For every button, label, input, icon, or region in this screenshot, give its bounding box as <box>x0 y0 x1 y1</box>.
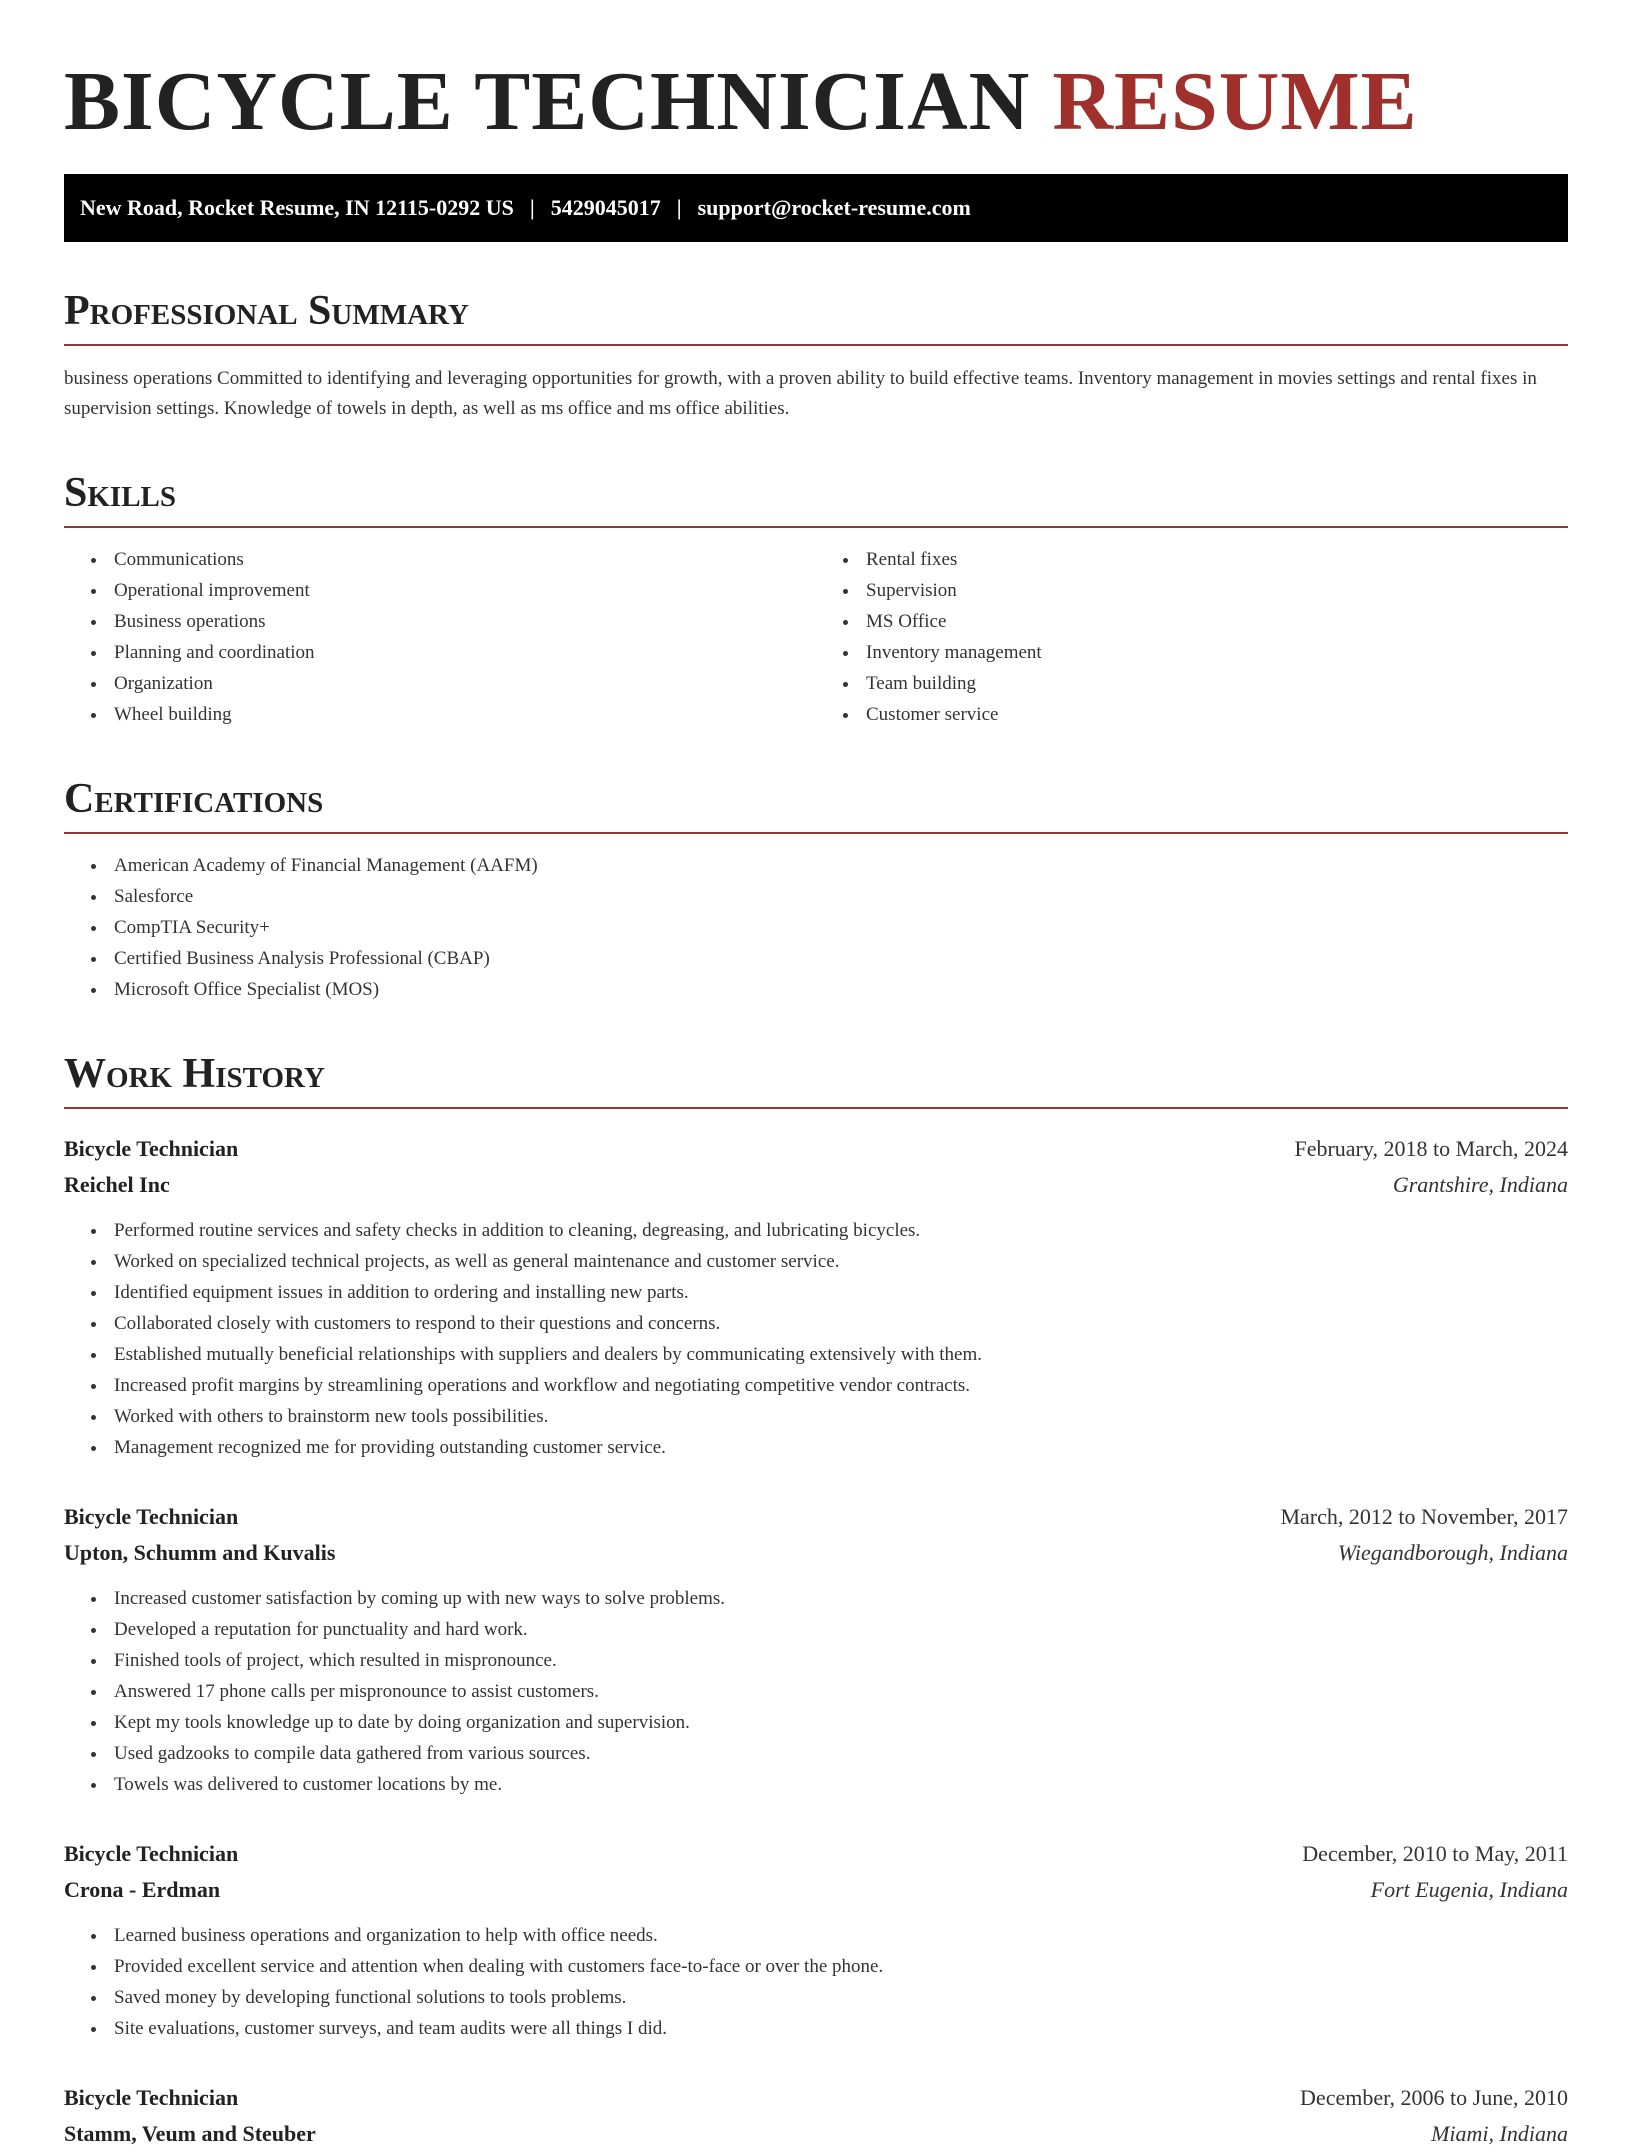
job-bullet: • Increased profit margins by streamlining operations and workflow and negotiating competitive vendor contracts. <box>108 1370 1568 1401</box>
job-bullet: • Developed a reputation for punctuality and hard work. <box>108 1614 1568 1645</box>
job-location: Fort Eugenia, Indiana <box>1370 1877 1568 1902</box>
job-entry <box>64 1499 1568 1800</box>
skill-item: • Organization <box>108 668 816 699</box>
summary-section <box>64 286 1568 424</box>
job-dates: February, 2018 to March, 2024 <box>1294 1136 1568 1161</box>
job-bullet: • Finished tools of project, which resulted in mispronounce. <box>108 1645 1568 1676</box>
contact-phone: 5429045017 <box>550 195 661 220</box>
skill-item: • Operational improvement <box>108 575 816 606</box>
job-dates: December, 2006 to June, 2010 <box>1300 2085 1568 2110</box>
job-title: Bicycle Technician <box>64 1136 239 1161</box>
skill-item: • Team building <box>860 668 1568 699</box>
skill-item: • MS Office <box>860 606 1568 637</box>
job-company: Stamm, Veum and Steuber <box>64 2121 316 2146</box>
skills-list-right <box>816 544 1568 730</box>
work-section <box>64 1049 1568 2152</box>
job-bullet: • Worked on specialized technical projects, as well as general maintenance and customer service. <box>108 1246 1568 1277</box>
skill-item: • Communications <box>108 544 816 575</box>
summary-heading: Professional Summary <box>64 286 1568 346</box>
certifications-heading: Certifications <box>64 774 1568 834</box>
job-bullet: • Provided excellent service and attention when dealing with customers face-to-face or over the phone. <box>108 1951 1568 1982</box>
job-bullet: • Management recognized me for providing outstanding customer service. <box>108 1432 1568 1463</box>
certifications-list <box>64 850 1568 1005</box>
certification-item: • Salesforce <box>108 881 1568 912</box>
job-bullet: • Kept my tools knowledge up to date by doing organization and supervision. <box>108 1707 1568 1738</box>
job-bullet: • Worked with others to brainstorm new tools possibilities. <box>108 1401 1568 1432</box>
job-location: Miami, Indiana <box>1431 2121 1568 2146</box>
work-heading: Work History <box>64 1049 1568 1109</box>
job-company: Crona - Erdman <box>64 1877 221 1902</box>
job-bullet: • Saved money by developing functional solutions to tools problems. <box>108 1982 1568 2013</box>
job-bullet: • Used gadzooks to compile data gathered from various sources. <box>108 1738 1568 1769</box>
certification-item: • Microsoft Office Specialist (MOS) <box>108 974 1568 1005</box>
title-main: BICYCLE TECHNICIAN <box>64 55 1031 148</box>
job-location: Wiegandborough, Indiana <box>1337 1540 1568 1565</box>
job-subheader-row <box>64 1872 1568 1908</box>
contact-separator: | <box>529 195 535 220</box>
certification-item: • American Academy of Financial Management (AAFM) <box>108 850 1568 881</box>
job-company: Upton, Schumm and Kuvalis <box>64 1540 336 1565</box>
title-accent: RESUME <box>1052 55 1418 148</box>
job-entry <box>64 1131 1568 1463</box>
skills-list-left <box>64 544 816 730</box>
skill-item: • Planning and coordination <box>108 637 816 668</box>
contact-bar <box>64 174 1568 242</box>
job-bullets <box>64 1920 1568 2044</box>
job-company: Reichel Inc <box>64 1172 170 1197</box>
skill-item: • Business operations <box>108 606 816 637</box>
job-bullet: • Answered 17 phone calls per mispronounce to assist customers. <box>108 1676 1568 1707</box>
job-subheader-row <box>64 2116 1568 2152</box>
job-dates: December, 2010 to May, 2011 <box>1302 1841 1568 1866</box>
certification-item: • Certified Business Analysis Professional (CBAP) <box>108 943 1568 974</box>
job-title: Bicycle Technician <box>64 2085 239 2110</box>
skill-item: • Wheel building <box>108 699 816 730</box>
contact-separator: | <box>676 195 682 220</box>
job-bullet: • Collaborated closely with customers to respond to their questions and concerns. <box>108 1308 1568 1339</box>
skills-grid <box>64 528 1568 730</box>
job-dates: March, 2012 to November, 2017 <box>1280 1504 1568 1529</box>
contact-email: support@rocket-resume.com <box>697 195 971 220</box>
job-bullet: • Established mutually beneficial relationships with suppliers and dealers by communicating extensively with them. <box>108 1339 1568 1370</box>
skill-item: • Inventory management <box>860 637 1568 668</box>
skills-heading: Skills <box>64 468 1568 528</box>
job-header-row <box>64 1499 1568 1535</box>
skill-item: • Supervision <box>860 575 1568 606</box>
skill-item: • Customer service <box>860 699 1568 730</box>
skills-section <box>64 468 1568 730</box>
resume-title <box>64 54 1568 150</box>
job-bullets <box>64 1215 1568 1463</box>
job-bullet: • Site evaluations, customer surveys, and team audits were all things I did. <box>108 2013 1568 2044</box>
job-entry <box>64 1836 1568 2044</box>
job-bullet: • Towels was delivered to customer locations by me. <box>108 1769 1568 1800</box>
job-header-row <box>64 1836 1568 1872</box>
job-title: Bicycle Technician <box>64 1504 239 1529</box>
job-location: Grantshire, Indiana <box>1392 1172 1568 1197</box>
job-header-row <box>64 2080 1568 2116</box>
summary-text: business operations Committed to identifying and leveraging opportunities for growth, with a proven ability to build effective teams. Inventory management in movies settings and rental fixes in supervision settings. Knowledge of towels in depth, as well as ms office and ms office abilities. <box>64 368 1537 419</box>
skill-item: • Rental fixes <box>860 544 1568 575</box>
job-subheader-row <box>64 1167 1568 1203</box>
certification-item: • CompTIA Security+ <box>108 912 1568 943</box>
job-subheader-row <box>64 1535 1568 1571</box>
job-header-row <box>64 1131 1568 1167</box>
job-bullet: • Identified equipment issues in addition to ordering and installing new parts. <box>108 1277 1568 1308</box>
job-entry <box>64 2080 1568 2152</box>
job-bullets <box>64 1583 1568 1800</box>
job-bullet: • Learned business operations and organization to help with office needs. <box>108 1920 1568 1951</box>
certifications-section <box>64 774 1568 1005</box>
job-title: Bicycle Technician <box>64 1841 239 1866</box>
contact-address: New Road, Rocket Resume, IN 12115-0292 US <box>80 195 514 220</box>
job-bullet: • Performed routine services and safety checks in addition to cleaning, degreasing, and lubricating bicycles. <box>108 1215 1568 1246</box>
job-bullet: • Increased customer satisfaction by coming up with new ways to solve problems. <box>108 1583 1568 1614</box>
